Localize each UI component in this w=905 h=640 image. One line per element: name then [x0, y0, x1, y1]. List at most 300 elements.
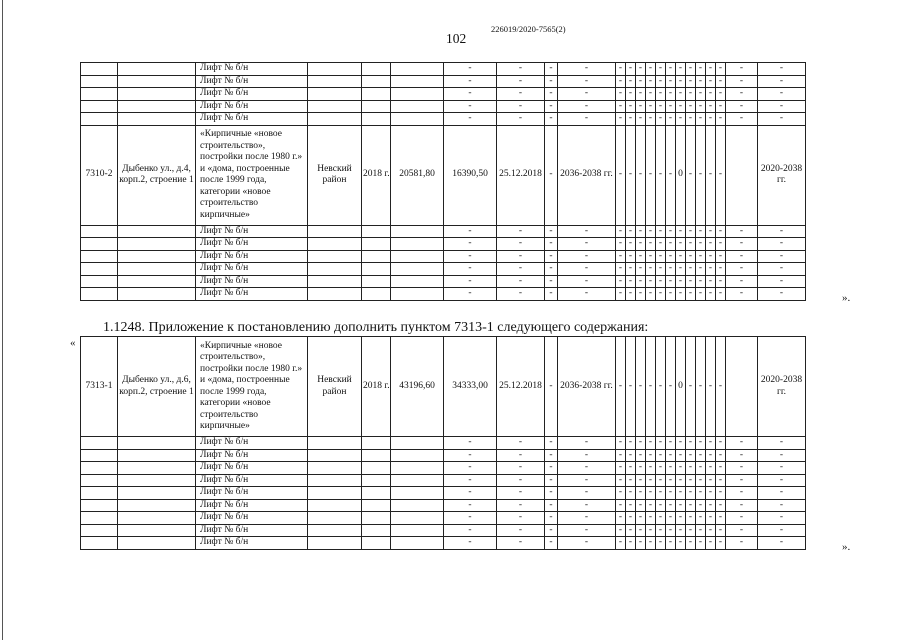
small-value-cell: - [696, 337, 706, 437]
empty-cell [308, 275, 362, 288]
empty-cell [726, 337, 758, 437]
dash-cell: - [558, 63, 616, 76]
dash-cell: - [626, 288, 636, 301]
row-number: 7310-2 [81, 125, 118, 225]
empty-cell [308, 524, 362, 537]
small-value-cell: - [666, 337, 676, 437]
dash-cell: - [716, 63, 726, 76]
empty-cell [362, 537, 391, 550]
dash-cell: - [726, 238, 758, 251]
dash-cell: - [626, 537, 636, 550]
dash-cell: - [686, 437, 696, 450]
dash-cell: - [716, 487, 726, 500]
dash-cell: - [444, 275, 497, 288]
dash-cell: - [758, 449, 806, 462]
dash-cell: - [646, 512, 656, 525]
small-value-cell: 0 [676, 125, 686, 225]
small-value-cell: - [686, 337, 696, 437]
lift-label: Лифт № б/н [196, 100, 308, 113]
dash-cell: - [716, 275, 726, 288]
lift-label: Лифт № б/н [196, 437, 308, 450]
dash-cell: - [726, 437, 758, 450]
dash-cell: - [558, 75, 616, 88]
dash-cell: - [666, 449, 676, 462]
dash-cell: - [626, 88, 636, 101]
empty-cell [308, 474, 362, 487]
dash-cell: - [558, 537, 616, 550]
dash-cell: - [636, 537, 646, 550]
dash-cell: - [696, 537, 706, 550]
empty-cell [81, 474, 118, 487]
dash-cell: - [726, 275, 758, 288]
dash-cell: - [656, 75, 666, 88]
dash-cell: - [646, 275, 656, 288]
empty-cell [308, 75, 362, 88]
empty-cell [81, 88, 118, 101]
empty-cell [362, 225, 391, 238]
dash-cell: - [616, 524, 626, 537]
dash-cell: - [636, 263, 646, 276]
dash-cell: - [656, 437, 666, 450]
dash-cell: - [616, 275, 626, 288]
lift-row [81, 437, 806, 450]
dash-cell: - [716, 75, 726, 88]
dash-cell: - [686, 288, 696, 301]
small-value-cell: - [646, 125, 656, 225]
lift-label: Лифт № б/н [196, 75, 308, 88]
dash-cell: - [656, 537, 666, 550]
dash-cell: - [558, 100, 616, 113]
dash-cell: - [626, 524, 636, 537]
dash-cell: - [444, 75, 497, 88]
dash-cell: - [444, 238, 497, 251]
empty-cell [362, 524, 391, 537]
dash-cell: - [706, 462, 716, 475]
dash-cell: - [686, 100, 696, 113]
dash-cell: - [726, 288, 758, 301]
empty-cell [362, 250, 391, 263]
dash-cell: - [666, 437, 676, 450]
empty-cell [362, 474, 391, 487]
dash-cell: - [726, 88, 758, 101]
dash-cell: - [706, 487, 716, 500]
dash-cell: - [558, 499, 616, 512]
dash-cell: - [706, 100, 716, 113]
dash-cell: - [696, 449, 706, 462]
dash-cell: - [545, 275, 558, 288]
dash-cell: - [636, 512, 646, 525]
dash-cell: - [716, 462, 726, 475]
lift-label: Лифт № б/н [196, 487, 308, 500]
dash-cell: - [676, 63, 686, 76]
dash-cell: - [706, 499, 716, 512]
dash-cell: - [676, 275, 686, 288]
dash-cell: - [706, 275, 716, 288]
empty-cell [391, 512, 444, 525]
dash-cell: - [636, 225, 646, 238]
dash-cell: - [646, 288, 656, 301]
empty-cell [308, 437, 362, 450]
dash-cell: - [636, 63, 646, 76]
dash-cell: - [726, 537, 758, 550]
lift-row [81, 462, 806, 475]
empty-cell [308, 263, 362, 276]
dash-cell: - [686, 524, 696, 537]
lift-row [81, 63, 806, 76]
dash-cell: - [636, 88, 646, 101]
dash-cell: - [716, 88, 726, 101]
dash-cell: - [497, 487, 545, 500]
small-value-cell: - [716, 337, 726, 437]
dash-cell: - [545, 449, 558, 462]
dash-cell: - [636, 437, 646, 450]
closing-quote-1: ». [842, 292, 851, 304]
small-value-cell: - [616, 125, 626, 225]
dash-cell: - [676, 288, 686, 301]
dash-cell: - [616, 263, 626, 276]
dash-cell: - [558, 113, 616, 126]
dash-cell: - [616, 487, 626, 500]
empty-cell [362, 462, 391, 475]
dash-cell: - [666, 537, 676, 550]
small-value-cell: - [706, 125, 716, 225]
dash-cell: - [716, 113, 726, 126]
dash-cell: - [696, 524, 706, 537]
dash-cell: - [646, 474, 656, 487]
lift-row [81, 250, 806, 263]
dash-cell: - [758, 288, 806, 301]
dash-cell: - [696, 288, 706, 301]
dash-cell: - [696, 75, 706, 88]
small-value-cell: - [646, 337, 656, 437]
lift-row [81, 474, 806, 487]
dash-cell: - [545, 238, 558, 251]
empty-cell [118, 100, 196, 113]
dash-cell: - [686, 75, 696, 88]
empty-cell [726, 125, 758, 225]
dash-cell: - [758, 437, 806, 450]
dash-cell: - [726, 487, 758, 500]
dash-cell: - [497, 75, 545, 88]
empty-cell [118, 113, 196, 126]
dash-cell: - [686, 474, 696, 487]
dash-cell: - [497, 263, 545, 276]
dash-cell: - [716, 474, 726, 487]
dash-cell: - [666, 225, 676, 238]
dash-cell: - [696, 499, 706, 512]
lift-label: Лифт № б/н [196, 113, 308, 126]
dash-cell: - [758, 250, 806, 263]
dash-cell: - [706, 225, 716, 238]
dash-cell: - [444, 250, 497, 263]
dash-cell: - [706, 263, 716, 276]
dash-cell: - [716, 263, 726, 276]
empty-cell [81, 238, 118, 251]
dash-cell: - [616, 537, 626, 550]
empty-cell [308, 487, 362, 500]
empty-cell [81, 449, 118, 462]
dash-cell: - [545, 462, 558, 475]
dash-cell: - [686, 88, 696, 101]
lift-label: Лифт № б/н [196, 88, 308, 101]
empty-cell [391, 288, 444, 301]
dash-cell: - [706, 474, 716, 487]
empty-cell [81, 63, 118, 76]
empty-cell [118, 88, 196, 101]
dash-cell: - [696, 63, 706, 76]
empty-cell [118, 437, 196, 450]
dash-cell: - [636, 449, 646, 462]
dash-cell: - [758, 63, 806, 76]
lift-row [81, 75, 806, 88]
empty-cell [81, 275, 118, 288]
page-number: 102 [446, 31, 467, 46]
small-value-cell: - [686, 125, 696, 225]
dash-cell: - [656, 100, 666, 113]
dash-cell: - [636, 487, 646, 500]
empty-cell [391, 263, 444, 276]
empty-cell [118, 512, 196, 525]
small-value-cell: - [636, 337, 646, 437]
total-area-cell: 43196,60 [391, 337, 444, 437]
dash-cell: - [444, 63, 497, 76]
dash-cell: - [626, 225, 636, 238]
dash-cell: - [726, 263, 758, 276]
dash-cell: - [646, 537, 656, 550]
dash-cell: - [558, 437, 616, 450]
dash-cell: - [558, 462, 616, 475]
dash-cell: - [676, 88, 686, 101]
dash-cell: - [656, 474, 666, 487]
dash-cell: - [497, 462, 545, 475]
empty-cell [308, 537, 362, 550]
dash-cell: - [626, 474, 636, 487]
dash-cell: - [444, 512, 497, 525]
dash-cell: - [676, 449, 686, 462]
dash-cell: - [676, 250, 686, 263]
dash-cell: - [646, 63, 656, 76]
empty-cell [118, 449, 196, 462]
small-value-cell: - [616, 337, 626, 437]
dash-cell: - [656, 250, 666, 263]
empty-cell [362, 113, 391, 126]
dash-cell: - [666, 250, 676, 263]
dash-cell: - [758, 537, 806, 550]
dash-cell: - [656, 288, 666, 301]
dash-cell: - [616, 449, 626, 462]
dash-cell: - [626, 437, 636, 450]
lift-row [81, 88, 806, 101]
year-cell: 2018 г. [362, 337, 391, 437]
dash-cell: - [696, 474, 706, 487]
empty-cell [391, 474, 444, 487]
building-row [81, 125, 806, 225]
dash-cell: - [497, 113, 545, 126]
small-value-cell: - [636, 125, 646, 225]
lift-row [81, 449, 806, 462]
dash-cell: - [616, 250, 626, 263]
dash-cell: - [656, 449, 666, 462]
dash-cell: - [716, 225, 726, 238]
dash-cell: - [616, 288, 626, 301]
dash-cell: - [558, 238, 616, 251]
dash-cell: - [758, 75, 806, 88]
date-cell: 25.12.2018 [497, 125, 545, 225]
empty-cell [391, 524, 444, 537]
dash-cell: - [666, 263, 676, 276]
dash-cell: - [616, 238, 626, 251]
dash-cell: - [686, 263, 696, 276]
dash-cell: - [676, 487, 686, 500]
dash-cell: - [758, 100, 806, 113]
dash-cell: - [558, 524, 616, 537]
dash-cell: - [626, 263, 636, 276]
dash-cell: - [646, 437, 656, 450]
dash-cell: - [726, 499, 758, 512]
dash-cell: - [758, 499, 806, 512]
dash-cell: - [686, 250, 696, 263]
dash-cell: - [558, 474, 616, 487]
lift-label: Лифт № б/н [196, 63, 308, 76]
building-row [81, 337, 806, 437]
dash-cell: - [726, 250, 758, 263]
small-value-cell: - [696, 125, 706, 225]
dash-cell: - [646, 100, 656, 113]
dash-cell: - [716, 250, 726, 263]
dash-cell: - [626, 113, 636, 126]
empty-cell [308, 499, 362, 512]
dash-cell: - [444, 487, 497, 500]
dash-cell: - [444, 537, 497, 550]
small-value-cell: - [626, 125, 636, 225]
dash-cell: - [646, 225, 656, 238]
dash-cell: - [696, 263, 706, 276]
empty-cell [81, 113, 118, 126]
dash-cell: - [666, 474, 676, 487]
dash-cell: - [656, 487, 666, 500]
empty-cell [391, 462, 444, 475]
empty-cell [362, 499, 391, 512]
dash-cell: - [497, 524, 545, 537]
dash-cell: - [497, 499, 545, 512]
total-area-cell: 20581,80 [391, 125, 444, 225]
binding-edge-line [2, 0, 3, 640]
empty-cell [391, 113, 444, 126]
empty-cell [81, 487, 118, 500]
empty-cell [118, 238, 196, 251]
lift-row [81, 537, 806, 550]
dash-cell: - [696, 100, 706, 113]
dash-cell: - [646, 75, 656, 88]
dash-cell: - [696, 250, 706, 263]
dash-cell: - [444, 100, 497, 113]
dash-cell: - [758, 462, 806, 475]
dash-cell: - [626, 63, 636, 76]
dash-cell: - [716, 449, 726, 462]
dash-cell: - [758, 275, 806, 288]
dash-cell: - [636, 462, 646, 475]
lift-row [81, 487, 806, 500]
dash-cell: - [666, 487, 676, 500]
empty-cell [308, 113, 362, 126]
dash-cell: - [497, 512, 545, 525]
dash-cell: - [636, 238, 646, 251]
dash-cell: - [636, 113, 646, 126]
dash-cell: - [626, 449, 636, 462]
dash-cell: - [444, 288, 497, 301]
dash-cell: - [626, 487, 636, 500]
dash-cell: - [686, 449, 696, 462]
dash-cell: - [558, 275, 616, 288]
dash-cell: - [716, 512, 726, 525]
dash-cell: - [646, 499, 656, 512]
dash-cell: - [558, 487, 616, 500]
dash-cell: - [686, 462, 696, 475]
dash-cell: - [444, 88, 497, 101]
dash-cell: - [726, 474, 758, 487]
dash-cell: - [706, 437, 716, 450]
empty-cell [391, 100, 444, 113]
small-value-cell: - [716, 125, 726, 225]
dash-cell: - [558, 88, 616, 101]
dash-cell: - [666, 499, 676, 512]
dash-cell: - [558, 449, 616, 462]
dash-cell: - [497, 88, 545, 101]
address-cell: Дыбенко ул., д.4, корп.2, строение 1 [118, 125, 196, 225]
dash-cell: - [545, 88, 558, 101]
empty-cell [81, 288, 118, 301]
dash-cell: - [676, 462, 686, 475]
dash-cell: - [558, 250, 616, 263]
dash-cell: - [696, 512, 706, 525]
dash-cell: - [558, 225, 616, 238]
section-heading: 1.1248. Приложение к постановлению дополнить пунктом 7313-1 следующего содержания: [103, 320, 649, 335]
dash-cell: - [758, 263, 806, 276]
dash-cell: - [616, 225, 626, 238]
register-table-1 [80, 62, 806, 301]
lift-row [81, 238, 806, 251]
lift-row [81, 225, 806, 238]
dash-cell: - [716, 288, 726, 301]
dash-cell: - [676, 113, 686, 126]
dash-cell: - [666, 238, 676, 251]
lift-label: Лифт № б/н [196, 499, 308, 512]
dash-cell: - [646, 487, 656, 500]
dash-cell: - [636, 499, 646, 512]
dash-cell: - [626, 100, 636, 113]
dash-cell: - [758, 113, 806, 126]
dash-cell: - [726, 75, 758, 88]
dash-cell: - [626, 462, 636, 475]
closing-quote-2: ». [842, 541, 851, 553]
empty-cell [391, 63, 444, 76]
empty-cell [362, 63, 391, 76]
dash-cell: - [656, 524, 666, 537]
empty-cell [308, 462, 362, 475]
lift-label: Лифт № б/н [196, 275, 308, 288]
dash-cell: - [545, 337, 558, 437]
dash-cell: - [636, 75, 646, 88]
empty-cell [118, 263, 196, 276]
dash-cell: - [444, 113, 497, 126]
empty-cell [391, 250, 444, 263]
dash-cell: - [656, 275, 666, 288]
dash-cell: - [444, 524, 497, 537]
lift-row [81, 288, 806, 301]
dash-cell: - [626, 238, 636, 251]
dash-cell: - [716, 100, 726, 113]
empty-cell [81, 100, 118, 113]
